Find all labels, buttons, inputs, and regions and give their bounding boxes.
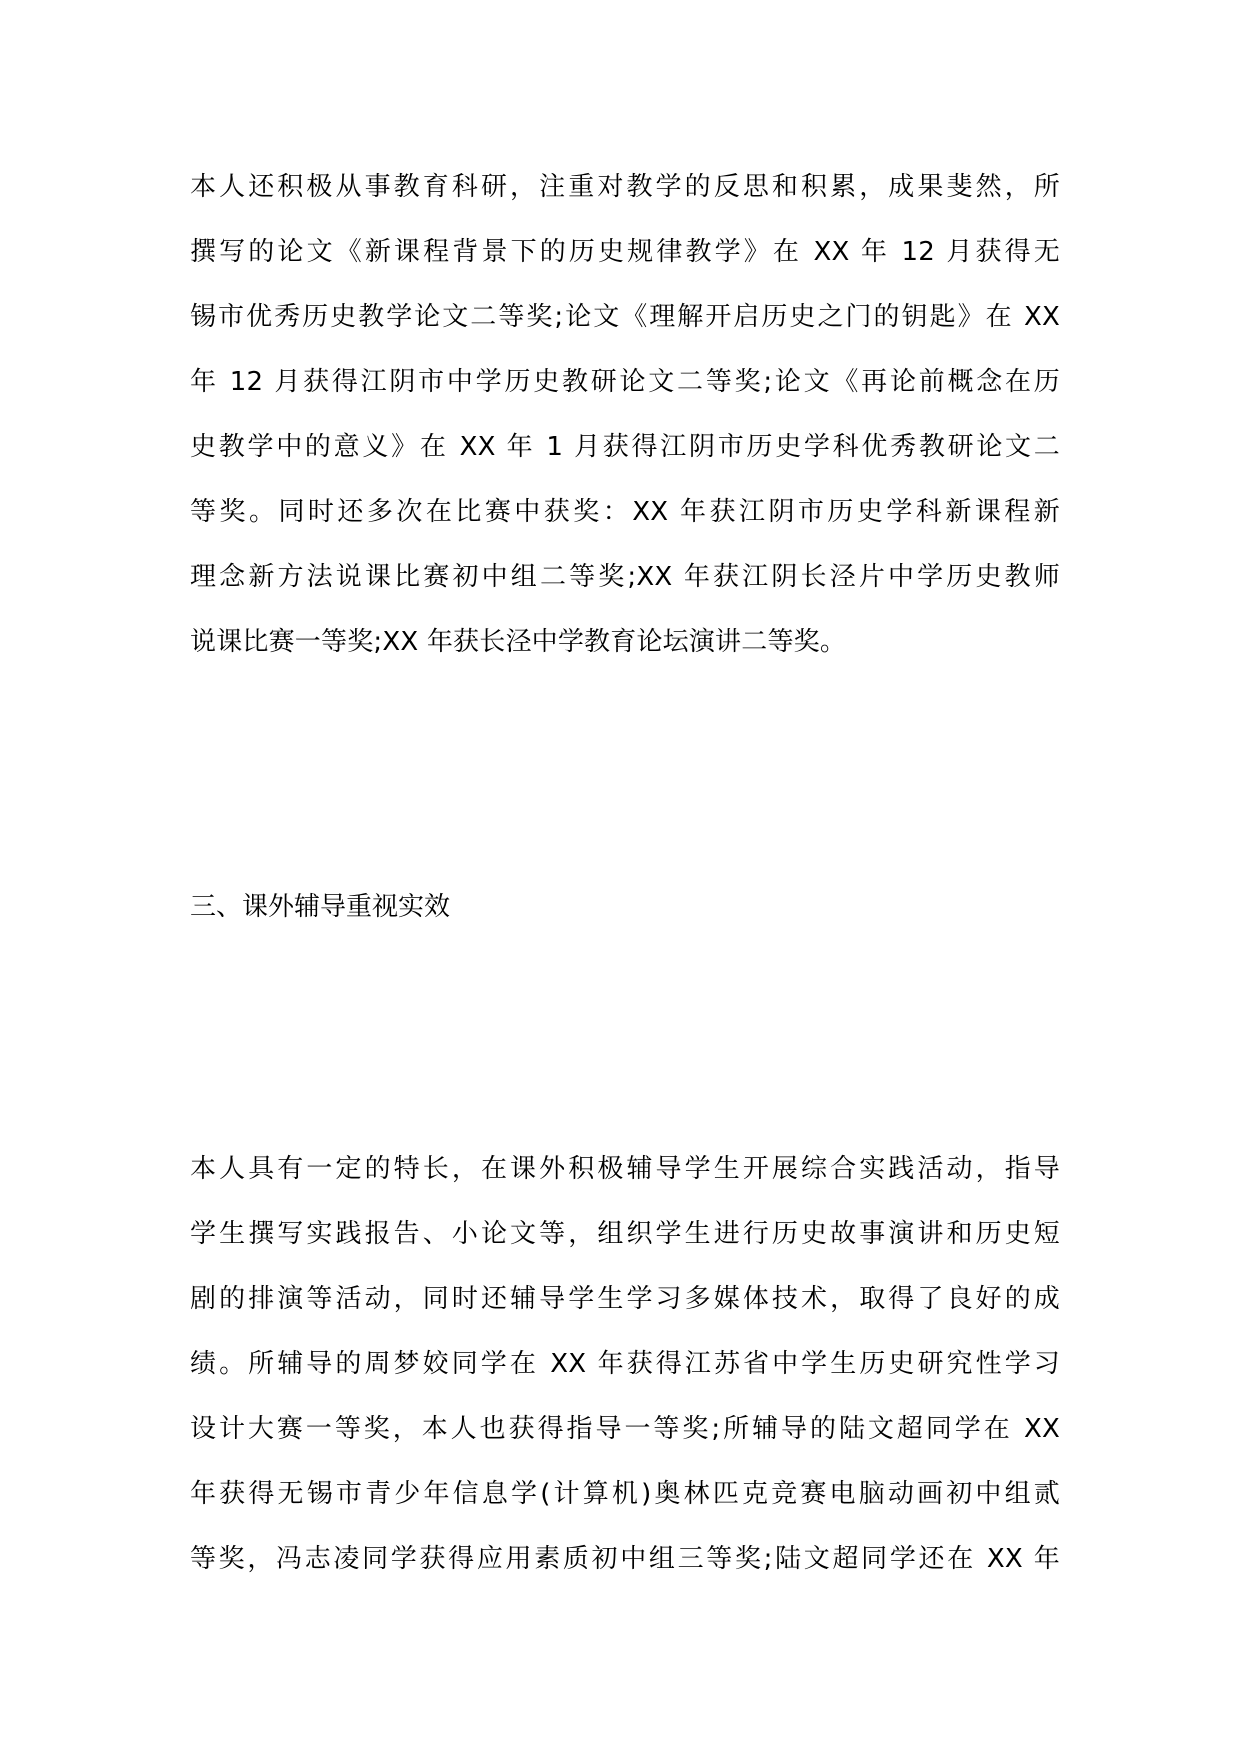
paragraph-line: 等奖，冯志凌同学获得应用素质初中组三等奖;陆文超同学还在 XX 年 [190,1544,1060,1574]
section-heading: 三、课外辅导重视实效 [190,892,451,922]
paragraph-line: 理念新方法说课比赛初中组二等奖;XX 年获江阴长泾片中学历史教师 [190,562,1060,592]
paragraph-line: 绩。所辅导的周梦姣同学在 XX 年获得江苏省中学生历史研究性学习 [190,1349,1060,1379]
paragraph-tutoring [190,1137,1060,1592]
paragraph-line: 锡市优秀历史教学论文二等奖;论文《理解开启历史之门的钥匙》在 XX [190,302,1060,332]
paragraph-line: 学生撰写实践报告、小论文等，组织学生进行历史故事演讲和历史短 [190,1219,1060,1249]
paragraph-line: 设计大赛一等奖，本人也获得指导一等奖;所辅导的陆文超同学在 XX [190,1414,1060,1444]
paragraph-research-awards [190,155,1060,675]
paragraph-line: 等奖。同时还多次在比赛中获奖：XX 年获江阴市历史学科新课程新 [190,497,1060,527]
paragraph-line: 史教学中的意义》在 XX 年 1 月获得江阴市历史学科优秀教研论文二 [190,432,1060,462]
paragraph-line: 年 12 月获得江阴市中学历史教研论文二等奖;论文《再论前概念在历 [190,367,1060,397]
paragraph-line: 本人具有一定的特长，在课外积极辅导学生开展综合实践活动，指导 [190,1154,1060,1184]
paragraph-line: 剧的排演等活动，同时还辅导学生学习多媒体技术，取得了良好的成 [190,1284,1060,1314]
paragraph-line: 本人还积极从事教育科研，注重对教学的反思和积累，成果斐然，所 [190,172,1060,202]
paragraph-line: 年获得无锡市青少年信息学(计算机)奥林匹克竞赛电脑动画初中组贰 [190,1479,1060,1509]
paragraph-line: 撰写的论文《新课程背景下的历史规律教学》在 XX 年 12 月获得无 [190,237,1060,267]
paragraph-line: 说课比赛一等奖;XX 年获长泾中学教育论坛演讲二等奖。 [190,627,847,657]
